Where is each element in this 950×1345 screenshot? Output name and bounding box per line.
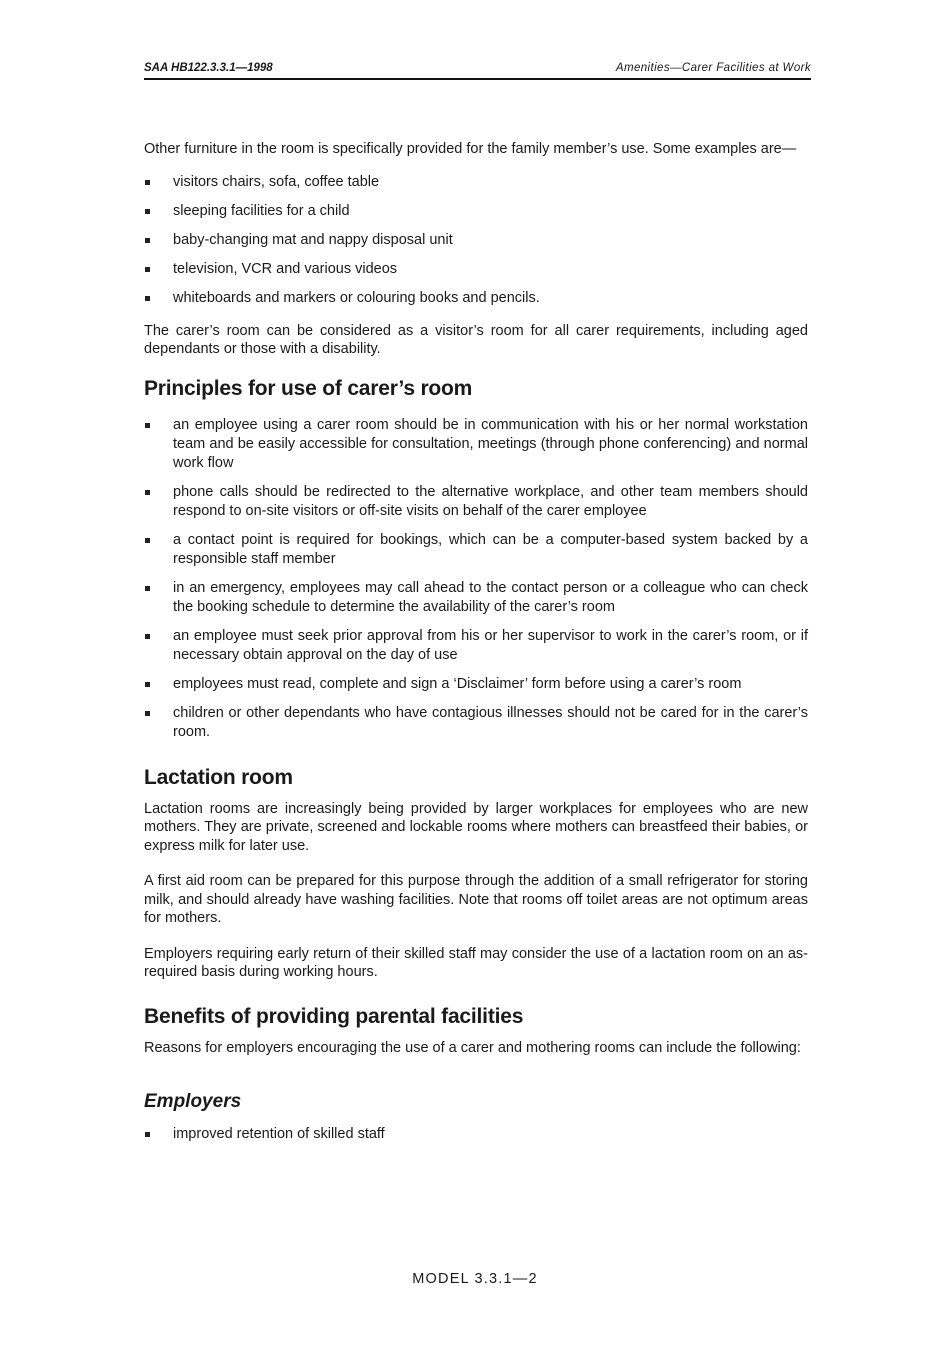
running-title: Amenities—Carer Facilities at Work bbox=[615, 62, 811, 74]
lactation-paragraph: Lactation rooms are increasingly being provided by larger workplaces for employees who are new mothers. They are private, screened and lockable rooms where mothers can breastfeed their babies, or express milk for later use. bbox=[144, 800, 808, 854]
list-item: in an emergency, employees may call ahead to the contact person or a colleague who can check the booking schedule to determine the availability of the carer’s room bbox=[144, 579, 808, 617]
early-return-paragraph: Employers requiring early return of their skilled staff may consider the use of a lactation room on an as-required basis during working hours. bbox=[144, 945, 808, 980]
principles-list bbox=[144, 416, 808, 742]
list-item: children or other dependants who have contagious illnesses should not be cared for in the carer’s room. bbox=[144, 704, 808, 742]
list-item: an employee must seek prior approval from his or her supervisor to work in the carer’s room, or if necessary obtain approval on the day of use bbox=[144, 627, 808, 665]
principles-heading: Principles for use of carer’s room bbox=[144, 376, 473, 400]
list-item: a contact point is required for bookings, which can be a computer-based system backed by a responsible staff member bbox=[144, 531, 808, 569]
list-item: visitors chairs, sofa, coffee table bbox=[144, 173, 808, 192]
employers-subheading: Employers bbox=[144, 1091, 242, 1112]
lactation-heading: Lactation room bbox=[144, 765, 293, 789]
employers-list bbox=[144, 1125, 808, 1144]
list-item: television, VCR and various videos bbox=[144, 260, 808, 279]
document-id: SAA HB122.3.3.1—1998 bbox=[144, 62, 273, 74]
first-aid-paragraph: A first aid room can be prepared for this purpose through the addition of a small refrigerator for storing milk, and should already have washing facilities. Note that rooms off toilet areas are not optimum areas for mothers. bbox=[144, 873, 808, 926]
intro-paragraph: Other furniture in the room is specifically provided for the family member’s use. Some examples are— bbox=[144, 141, 797, 157]
benefits-paragraph: Reasons for employers encouraging the use of a carer and mothering rooms can include the following: bbox=[144, 1039, 801, 1056]
list-item: sleeping facilities for a child bbox=[144, 202, 808, 221]
page-number: MODEL 3.3.1—2 bbox=[412, 1271, 538, 1287]
list-item: employees must read, complete and sign a ‘Disclaimer’ form before using a carer’s room bbox=[144, 675, 808, 694]
furniture-list bbox=[144, 173, 808, 308]
list-item: baby-changing mat and nappy disposal unit bbox=[144, 231, 808, 250]
visitor-room-paragraph: The carer’s room can be considered as a visitor’s room for all carer requirements, including aged dependants or those with a disability. bbox=[144, 322, 808, 357]
page-body bbox=[144, 140, 808, 1144]
benefits-heading: Benefits of providing parental facilities bbox=[144, 1004, 524, 1028]
list-item: phone calls should be redirected to the alternative workplace, and other team members should respond to on-site visitors or off-site visits on behalf of the carer employee bbox=[144, 483, 808, 521]
list-item: an employee using a carer room should be in communication with his or her normal workstation team and be easily accessible for consultation, meetings (through phone conferencing) and normal work flow bbox=[144, 416, 808, 473]
list-item: improved retention of skilled staff bbox=[144, 1125, 808, 1144]
list-item: whiteboards and markers or colouring books and pencils. bbox=[144, 289, 808, 308]
running-header bbox=[144, 60, 811, 80]
